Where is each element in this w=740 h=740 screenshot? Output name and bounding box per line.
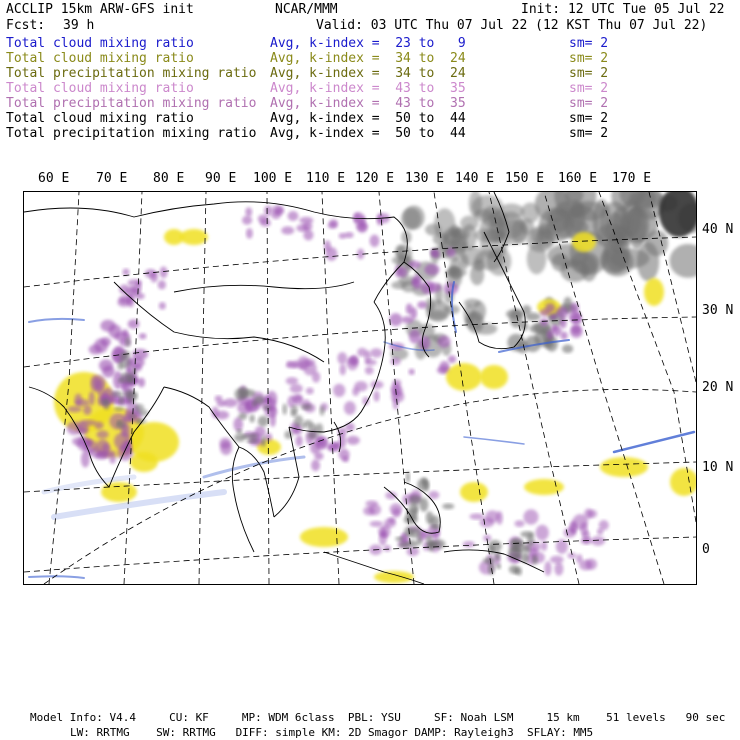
- precip-cluster: [410, 307, 417, 319]
- precip-cluster: [138, 378, 145, 388]
- model-info-line2: LW: RRTMG SW: RRTMG DIFF: simple KM: 2D Smagor DAMP: Rayleigh3 SFLAY: MM5: [70, 726, 594, 739]
- precip-cluster: [556, 307, 569, 319]
- precip-cluster: [579, 560, 592, 571]
- mid-level-cloud: [460, 482, 488, 502]
- precip-cluster: [591, 536, 605, 546]
- precip-cluster: [333, 384, 345, 397]
- mid-level-cloud: [524, 479, 564, 495]
- precip-cluster: [83, 405, 91, 415]
- precip-cluster: [286, 377, 299, 385]
- cloud-cluster: [254, 396, 265, 404]
- legend-k-index: Avg, k-index = 43 to 35: [270, 81, 466, 96]
- precip-cluster: [100, 337, 110, 346]
- precip-cluster: [540, 309, 550, 317]
- model-info-line1: Model Info: V4.4 CU: KF MP: WDM 6class PBL: YSU SF: Noah LSM 15 km 51 levels 90 sec: [30, 711, 726, 724]
- precip-cluster: [260, 219, 271, 227]
- precip-cluster: [469, 513, 483, 519]
- precip-cluster: [417, 301, 427, 308]
- precip-cluster: [370, 235, 380, 247]
- cloud-cluster: [511, 538, 523, 547]
- precip-cluster: [571, 324, 581, 334]
- precip-cluster: [365, 500, 378, 506]
- precip-cluster: [384, 518, 396, 527]
- precip-cluster: [536, 525, 549, 541]
- coastline: [24, 202, 407, 302]
- precip-cluster: [220, 441, 232, 455]
- precip-cluster: [342, 456, 349, 462]
- legend-row: [6, 51, 734, 66]
- precip-cluster: [444, 282, 459, 295]
- longitude-label: 140 E: [455, 171, 495, 186]
- precip-cluster: [411, 278, 419, 286]
- map-canvas: [24, 192, 696, 584]
- precip-cluster: [132, 349, 148, 360]
- cloud-cluster: [525, 313, 540, 321]
- precip-cluster: [159, 302, 166, 310]
- longitude-label: 150 E: [505, 171, 545, 186]
- latitude-label: 30 N: [702, 303, 734, 318]
- precip-cluster: [139, 333, 146, 339]
- precip-cluster: [569, 523, 576, 533]
- precip-cluster: [439, 361, 449, 372]
- cloud-cluster: [249, 415, 254, 423]
- precip-cluster: [135, 293, 144, 300]
- precip-cluster: [337, 352, 347, 364]
- cloud-cluster: [445, 268, 466, 278]
- precip-cluster: [352, 387, 359, 396]
- coastline: [174, 282, 354, 292]
- longitude-label: 60 E: [38, 171, 70, 186]
- cloud-cluster: [130, 414, 136, 419]
- legend-field-name: Total cloud mixing ratio: [6, 51, 194, 66]
- precip-cluster: [263, 396, 270, 404]
- legend-field-name: Total precipitation mixing ratio: [6, 66, 257, 81]
- precip-cluster: [370, 521, 383, 527]
- longitude-label: 120 E: [355, 171, 395, 186]
- legend-row: [6, 81, 734, 96]
- forecast-hour: 39 h: [63, 18, 95, 33]
- mid-level-cloud: [446, 363, 482, 391]
- legend-field-name: Total precipitation mixing ratio: [6, 126, 257, 141]
- cloud-cluster: [508, 546, 521, 560]
- longitude-label: 70 E: [96, 171, 128, 186]
- precip-cluster: [346, 436, 359, 445]
- cloud-cluster: [263, 405, 270, 410]
- cloud-cluster: [462, 224, 477, 250]
- legend-k-index: Avg, k-index = 34 to 24: [270, 66, 466, 81]
- cloud-cluster: [599, 201, 630, 242]
- precip-cluster: [74, 394, 82, 406]
- cloud-cluster: [532, 555, 538, 565]
- precip-cluster: [296, 435, 303, 446]
- coastline: [274, 427, 299, 517]
- legend-smoothing: sm= 2: [569, 111, 609, 126]
- precip-cluster: [68, 406, 82, 412]
- legend-smoothing: sm= 2: [569, 126, 609, 141]
- mid-level-cloud: [670, 468, 696, 496]
- cloud-cluster: [301, 404, 313, 410]
- precip-cluster: [246, 228, 253, 239]
- cloud-cluster: [551, 254, 569, 272]
- cloud-cluster: [291, 410, 297, 416]
- precip-cluster: [158, 280, 166, 289]
- cloud-cluster: [262, 435, 266, 447]
- graticule-line: [199, 192, 206, 584]
- precip-cluster: [409, 329, 421, 343]
- precip-cluster: [93, 375, 106, 391]
- precip-cluster: [288, 211, 299, 221]
- cloud-cluster: [670, 244, 696, 278]
- legend-field-name: Total cloud mixing ratio: [6, 111, 194, 126]
- init-time: Init: 12 UTC Tue 05 Jul 22: [521, 2, 725, 17]
- cloud-cluster: [569, 200, 586, 233]
- precip-cluster: [584, 509, 593, 519]
- precip-cluster: [324, 240, 331, 251]
- mid-level-cloud: [180, 229, 208, 245]
- precip-cluster: [438, 336, 451, 348]
- precip-cluster: [272, 205, 283, 214]
- cloud-cluster: [129, 376, 134, 383]
- precip-cluster: [215, 395, 223, 402]
- precip-cluster: [364, 350, 370, 363]
- precip-cluster: [448, 355, 456, 363]
- valid-time: Valid: 03 UTC Thu 07 Jul 22 (12 KST Thu 07 Jul 22): [316, 18, 708, 33]
- precip-cluster: [102, 443, 111, 456]
- precip-cluster: [392, 379, 401, 387]
- precip-cluster: [286, 362, 299, 368]
- legend-k-index: Avg, k-index = 23 to 9: [270, 36, 466, 51]
- precip-cluster: [339, 233, 347, 239]
- precip-cluster: [245, 207, 252, 216]
- cloud-cluster: [119, 395, 124, 405]
- precip-cluster: [433, 249, 440, 258]
- cloud-cluster: [516, 567, 522, 576]
- blue-streak: [614, 432, 694, 452]
- precip-cluster: [119, 285, 129, 295]
- precip-cluster: [96, 430, 108, 438]
- precip-cluster: [292, 395, 303, 402]
- cloud-cluster: [316, 423, 323, 435]
- cloud-cluster: [124, 390, 134, 398]
- precip-cluster: [264, 206, 272, 216]
- precip-cluster: [599, 520, 609, 530]
- precip-cluster: [395, 265, 402, 277]
- cloud-cluster: [520, 531, 534, 537]
- precip-cluster: [514, 520, 524, 527]
- precip-cluster: [128, 279, 142, 286]
- longitude-label: 130 E: [405, 171, 445, 186]
- latitude-label: 20 N: [702, 380, 734, 395]
- precip-cluster: [80, 426, 87, 433]
- blue-streak: [464, 437, 524, 444]
- precip-cluster: [370, 381, 383, 389]
- cloud-cluster: [483, 557, 495, 564]
- blue-streak: [29, 319, 84, 322]
- cloud-cluster: [246, 439, 258, 443]
- cloud-cluster: [562, 344, 573, 353]
- precip-cluster: [550, 556, 564, 563]
- cloud-cluster: [464, 304, 475, 324]
- precip-cluster: [408, 261, 421, 269]
- precip-cluster: [552, 326, 562, 337]
- cloud-cluster: [489, 544, 494, 554]
- cloud-cluster: [125, 337, 130, 347]
- longitude-label: 170 E: [612, 171, 652, 186]
- precip-cluster: [547, 330, 553, 340]
- precip-cluster: [348, 357, 358, 365]
- legend-k-index: Avg, k-index = 43 to 35: [270, 96, 466, 111]
- precip-cluster: [303, 230, 313, 241]
- cloud-cluster: [406, 471, 410, 482]
- blue-streak: [29, 576, 84, 578]
- cloud-cluster: [426, 511, 434, 524]
- mid-level-cloud: [374, 571, 414, 583]
- precip-cluster: [328, 443, 339, 451]
- cloud-cluster: [474, 323, 497, 335]
- cloud-cluster: [407, 540, 418, 547]
- cloud-cluster: [470, 265, 484, 286]
- precip-cluster: [390, 503, 403, 515]
- precip-cluster: [424, 264, 439, 275]
- cloud-cluster: [659, 192, 696, 237]
- longitude-label: 90 E: [205, 171, 237, 186]
- mid-level-cloud: [572, 232, 596, 252]
- longitude-label: 110 E: [306, 171, 346, 186]
- longitude-label: 80 E: [153, 171, 185, 186]
- precip-cluster: [373, 391, 379, 402]
- cloud-cluster: [234, 434, 245, 442]
- legend-row: [6, 36, 734, 51]
- precip-cluster: [432, 529, 440, 539]
- cloud-cluster: [443, 227, 462, 246]
- legend-row: [6, 126, 734, 141]
- mid-level-cloud: [644, 278, 664, 306]
- precip-cluster: [303, 359, 315, 365]
- cloud-cluster: [239, 387, 249, 399]
- precip-cluster: [380, 531, 388, 537]
- cloud-cluster: [409, 495, 422, 504]
- precip-cluster: [554, 562, 563, 576]
- cloud-cluster: [294, 415, 303, 427]
- precip-cluster: [89, 391, 95, 405]
- cloud-cluster: [413, 506, 418, 519]
- cloud-cluster: [496, 564, 501, 570]
- precip-cluster: [356, 222, 368, 231]
- cloud-cluster: [320, 406, 325, 416]
- latitude-label: 10 N: [702, 460, 734, 475]
- precip-cluster: [122, 329, 128, 338]
- legend-k-index: Avg, k-index = 50 to 44: [270, 126, 466, 141]
- precip-cluster: [390, 358, 401, 365]
- precip-cluster: [160, 267, 168, 279]
- cloud-cluster: [282, 403, 287, 415]
- longitude-label: 100 E: [253, 171, 293, 186]
- cloud-cluster: [510, 309, 523, 328]
- precip-cluster: [550, 313, 557, 319]
- mid-level-cloud: [101, 482, 137, 502]
- plot-title: ACCLIP 15km ARW-GFS init: [6, 2, 194, 17]
- longitude-label: 160 E: [558, 171, 598, 186]
- blue-streak: [204, 457, 304, 477]
- legend-smoothing: sm= 2: [569, 36, 609, 51]
- map-panel[interactable]: [23, 191, 697, 585]
- cloud-cluster: [117, 420, 121, 426]
- precip-cluster: [365, 366, 374, 374]
- precip-cluster: [281, 226, 294, 234]
- cloud-cluster: [401, 208, 421, 230]
- legend-field-name: Total cloud mixing ratio: [6, 36, 194, 51]
- precip-cluster: [100, 320, 115, 332]
- precip-cluster: [389, 313, 402, 326]
- precip-cluster: [409, 369, 415, 375]
- cloud-cluster: [134, 404, 144, 412]
- precip-cluster: [393, 397, 399, 410]
- precip-cluster: [339, 364, 346, 375]
- forecast-label: Fcst:: [6, 18, 46, 33]
- precip-cluster: [299, 217, 313, 224]
- legend-field-name: Total precipitation mixing ratio: [6, 96, 257, 111]
- cloud-cluster: [645, 230, 669, 256]
- cloud-cluster: [547, 208, 569, 232]
- legend-k-index: Avg, k-index = 34 to 24: [270, 51, 466, 66]
- cloud-cluster: [395, 537, 404, 542]
- precip-cluster: [463, 541, 475, 548]
- precip-cluster: [485, 510, 499, 522]
- precip-cluster: [328, 222, 338, 229]
- legend-smoothing: sm= 2: [569, 96, 609, 111]
- precip-cluster: [311, 460, 320, 472]
- precip-cluster: [384, 545, 391, 552]
- precip-cluster: [560, 318, 567, 329]
- precip-cluster: [561, 332, 568, 340]
- cloud-cluster: [237, 429, 243, 434]
- precip-cluster: [128, 319, 140, 329]
- blue-streak: [54, 492, 224, 517]
- precip-cluster: [544, 561, 551, 576]
- mid-level-cloud: [130, 452, 158, 472]
- mid-level-cloud: [480, 365, 508, 389]
- legend-row: [6, 96, 734, 111]
- cloud-cluster: [117, 363, 124, 370]
- latitude-label: 0: [702, 542, 710, 557]
- graticule-line: [44, 389, 696, 584]
- graticule-line: [267, 192, 269, 584]
- legend-smoothing: sm= 2: [569, 81, 609, 96]
- cloud-cluster: [104, 399, 110, 410]
- precip-cluster: [446, 248, 455, 257]
- institution-label: NCAR/MMM: [275, 2, 338, 17]
- legend-smoothing: sm= 2: [569, 66, 609, 81]
- legend-row: [6, 66, 734, 81]
- mid-level-cloud: [164, 229, 184, 245]
- mid-level-cloud: [600, 457, 648, 477]
- legend-smoothing: sm= 2: [569, 51, 609, 66]
- precip-cluster: [421, 281, 435, 295]
- precip-cluster: [290, 384, 303, 393]
- precip-cluster: [99, 359, 113, 372]
- cloud-cluster: [460, 254, 468, 270]
- cloud-cluster: [430, 525, 440, 529]
- precip-cluster: [123, 268, 130, 275]
- precip-cluster: [306, 387, 314, 394]
- precip-cluster: [370, 348, 382, 357]
- legend-k-index: Avg, k-index = 50 to 44: [270, 111, 466, 126]
- cloud-cluster: [238, 413, 247, 420]
- precip-cluster: [523, 509, 538, 524]
- precip-cluster: [242, 216, 252, 225]
- cloud-cluster: [628, 205, 647, 249]
- cloud-cluster: [535, 229, 554, 248]
- cloud-cluster: [114, 407, 125, 411]
- precip-cluster: [540, 318, 548, 326]
- cloud-cluster: [258, 416, 269, 427]
- legend-field-name: Total cloud mixing ratio: [6, 81, 194, 96]
- cloud-field-layer: [29, 192, 696, 583]
- legend-row: [6, 111, 734, 126]
- cloud-cluster: [442, 503, 454, 509]
- mid-level-cloud: [300, 527, 348, 547]
- latitude-label: 40 N: [702, 222, 734, 237]
- cloud-cluster: [302, 424, 306, 429]
- coastline: [114, 282, 324, 362]
- precip-cluster: [580, 522, 587, 537]
- precip-cluster: [344, 401, 356, 415]
